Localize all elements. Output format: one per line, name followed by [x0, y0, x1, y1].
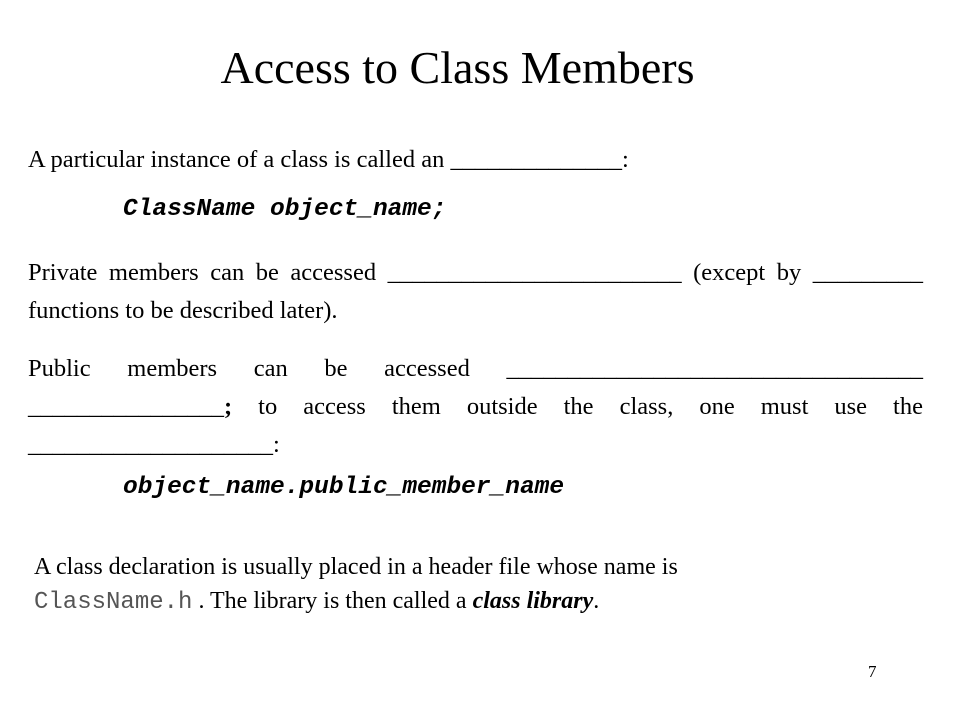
page-number: 7	[868, 662, 877, 681]
note-text-middle: . The library is then called a	[192, 588, 473, 614]
public-members-semicolon: ;	[224, 393, 233, 420]
public-members-text-start: Public members can be accessed	[28, 355, 507, 382]
object-declaration-code: ClassName object_name;	[123, 196, 447, 223]
term-class: class	[472, 588, 521, 614]
note-period: .	[593, 588, 600, 614]
header-file-note	[34, 550, 804, 620]
instance-paragraph: A particular instance of a class is called an ______________:	[28, 146, 629, 173]
member-access-code: object_name.public_member_name	[123, 474, 565, 501]
term-library: library	[526, 588, 594, 614]
header-filename: ClassName.h	[34, 589, 193, 616]
slide-title: Access to Class Members	[220, 42, 695, 93]
public-members-text-rest: to access them outside the class, one must use the ____________________:	[28, 393, 923, 458]
public-members-paragraph	[28, 350, 923, 464]
private-members-paragraph: Private members can be accessed ________________________ (except by _________ functions to be described later).	[28, 259, 923, 324]
note-text-start: A class declaration is usually placed in a header file whose name is	[34, 554, 678, 580]
public-members-blank: __________________________________ ________________	[28, 355, 923, 420]
